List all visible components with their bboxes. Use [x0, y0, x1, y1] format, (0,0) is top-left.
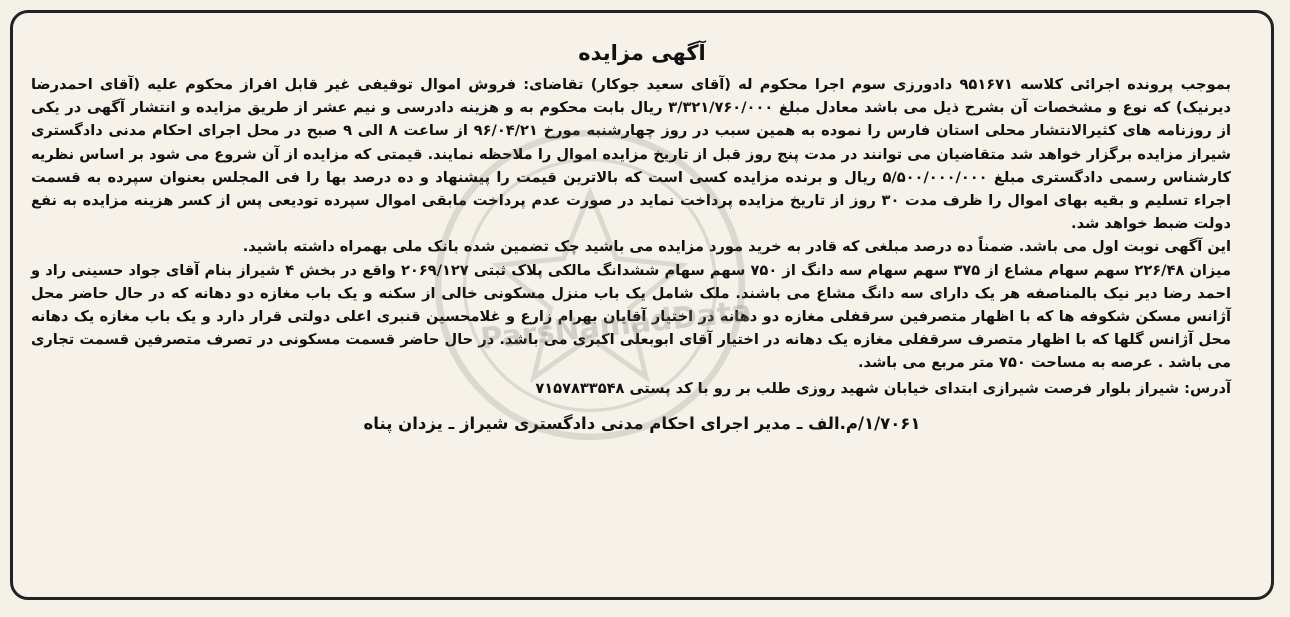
watermark-text: ParsNamadData: [478, 293, 754, 358]
signature-line: ۱/۷۰۶۱/م.الف ـ مدیر اجرای احکام مدنی دادگستری شیراز ـ یزدان پناه: [363, 413, 921, 433]
notice-box: [10, 10, 1274, 600]
paragraph-turn: این آگهی نوبت اول می باشد. ضمناً ده درصد مبلغی که قادر به خرید مورد مزایده می باشید چک تضمین شده بانک ملی بهمراه داشته باشید.: [242, 238, 1231, 256]
paragraph-property: میزان ۲۲۶/۴۸ سهم سهام مشاع از ۳۷۵ سهم سهام سه دانگ از ۷۵۰ سهم سهام ششدانگ مالکی پلاک ثبتی ۲۰۶۹/۱۲۷ واقع در بخش ۴ شیراز بنام آقای جواد حسینی راد و احمد رضا دیر نیک بالمناصفه هر یک دارای سه دانگ مشاع می باشند. ملک شامل یک باب منزل مسکونی خالی از سکنه و یک باب مغازه دو دهانه که در حال حاضر محل آژانس مسکن شکوفه ها که با اظهار متصرفین سرقفلی مغازه دو دهانه در اختیار آقایان بهرام زارع و غلامحسین قنبری اعلی دولتی قرار دارد و یک باب مغازه یک دهانه محل آژانس گلها که با اظهار متصرف سرقفلی مغازه یک دهانه در اختیار آقای ابوبعلی اکبری می باشد. در حال حاضر قسمت مسکونی در تصرف متصرفین قسمت تجاری می باشد . عرصه به مساحت ۷۵۰ متر مربع می باشد.: [31, 261, 1231, 372]
paragraph-main: بموجب پرونده اجرائی کلاسه ۹۵۱۶۷۱ دادورزی سوم اجرا محکوم له (آقای سعید جوکار) تقاضای: فروش اموال توقیفی غیر قابل افراز محکوم علیه (آقای احمدرضا دیرنیک) که نوع و مشخصات آن بشرح ذیل می باشد معادل مبلغ ۳/۳۲۱/۷۶۰/۰۰۰ ریال بابت محکوم به و هزینه دادرسی و نیم عشر از طریق مزایده و انتشار آگهی در یکی از روزنامه های کثیرالانتشار محلی استان فارس را نموده به همین سبب در روز چهارشنبه مورخ ۹۶/۰۴/۲۱ از ساعت ۸ الی ۹ صبح در محل اجرای احکام مدنی دادگستری شیراز مزایده برگزار خواهد شد متقاضیان می توانند در مدت پنج روز قبل از تاریخ مزایده اموال را ملاحظه نمایند. قیمتی که مزایده از آن شروع می شود بر اساس نظریه کارشناس رسمی دادگستری مبلغ ۵/۵۰۰/۰۰۰/۰۰۰ ریال و برنده مزایده کسی است که بالاترین قیمت را پیشنهاد و ده درصد بها را فی المجلس بعنوان سپرده به قسمت اجراء تسلیم و بقیه بهای اموال را ظرف مدت ۳۰ روز از تاریخ مزایده پرداخت نماید در صورت عدم پرداخت مابقی اموال سپرده تودیعی پس از کسر هزینه مزایده به نفع دولت ضبط خواهد شد.: [31, 76, 1231, 233]
notice-body: [31, 73, 1231, 375]
notice-title: آگهی مزایده: [578, 41, 706, 65]
address-line: آدرس: شیراز بلوار فرصت شیرازی ابتدای خیابان شهید روزی طلب بر رو با کد پستی ۷۱۵۷۸۳۳۵۴۸: [535, 379, 1231, 397]
